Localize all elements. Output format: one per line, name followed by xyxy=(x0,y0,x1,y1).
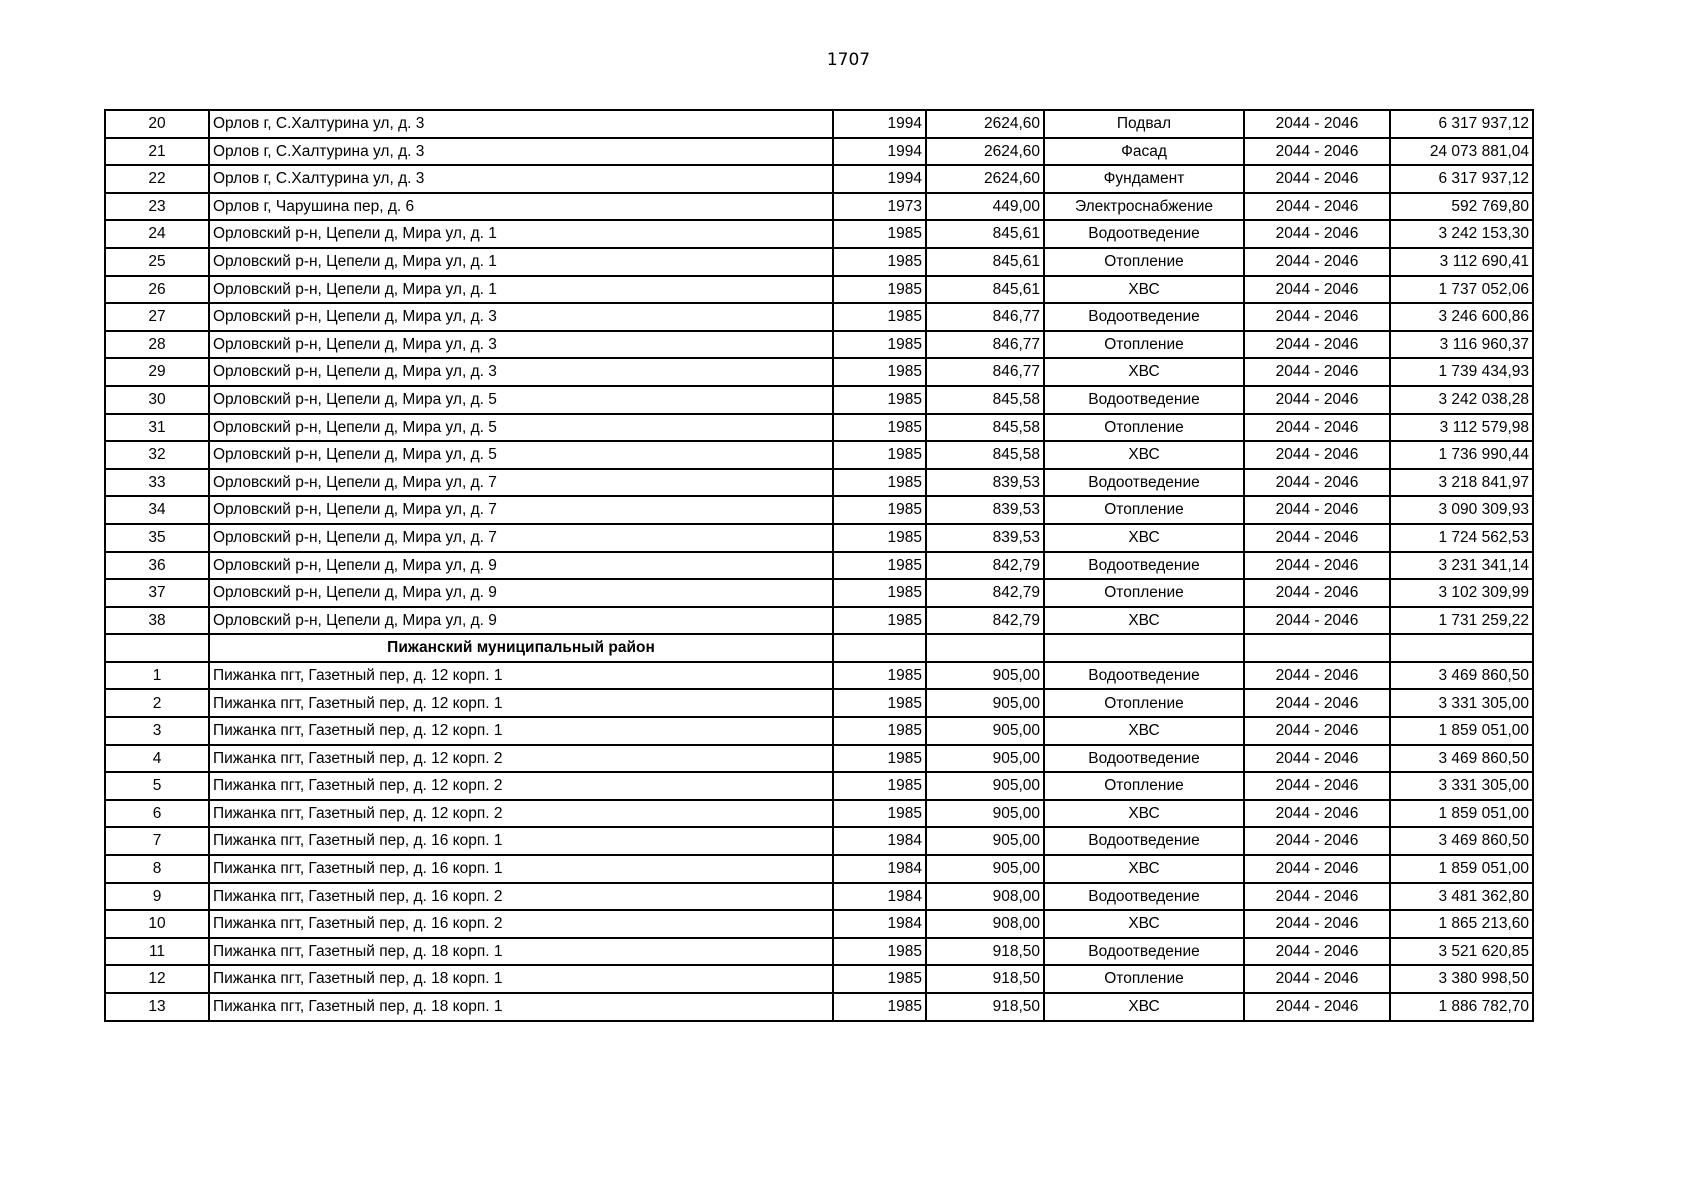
cost-cell: 1 736 990,44 xyxy=(1390,441,1533,469)
address-cell: Пижанка пгт, Газетный пер, д. 12 корп. 2 xyxy=(209,745,833,773)
year-built-cell: 1984 xyxy=(833,883,926,911)
period-cell: 2044 - 2046 xyxy=(1244,607,1390,635)
cost-cell: 3 231 341,14 xyxy=(1390,552,1533,580)
year-built-cell: 1994 xyxy=(833,110,926,138)
row-number: 6 xyxy=(105,800,209,828)
area-cell: 839,53 xyxy=(926,469,1044,497)
cost-cell: 1 886 782,70 xyxy=(1390,993,1533,1021)
year-built-cell: 1985 xyxy=(833,965,926,993)
empty-cell xyxy=(833,634,926,662)
work-type-cell: Водоотведение xyxy=(1044,938,1244,966)
row-number: 7 xyxy=(105,827,209,855)
work-type-cell: ХВС xyxy=(1044,855,1244,883)
address-cell: Пижанка пгт, Газетный пер, д. 16 корп. 1 xyxy=(209,827,833,855)
address-cell: Орловский р-н, Цепели д, Мира ул, д. 7 xyxy=(209,524,833,552)
work-type-cell: ХВС xyxy=(1044,441,1244,469)
year-built-cell: 1985 xyxy=(833,414,926,442)
period-cell: 2044 - 2046 xyxy=(1244,248,1390,276)
row-number: 8 xyxy=(105,855,209,883)
period-cell: 2044 - 2046 xyxy=(1244,303,1390,331)
cost-cell: 3 246 600,86 xyxy=(1390,303,1533,331)
period-cell: 2044 - 2046 xyxy=(1244,331,1390,359)
row-number: 22 xyxy=(105,165,209,193)
year-built-cell: 1985 xyxy=(833,248,926,276)
area-cell: 846,77 xyxy=(926,358,1044,386)
row-number: 28 xyxy=(105,331,209,359)
row-number: 26 xyxy=(105,276,209,304)
work-type-cell: Отопление xyxy=(1044,496,1244,524)
address-cell: Орлов г, С.Халтурина ул, д. 3 xyxy=(209,110,833,138)
row-number: 34 xyxy=(105,496,209,524)
work-type-cell: Отопление xyxy=(1044,579,1244,607)
year-built-cell: 1985 xyxy=(833,358,926,386)
area-cell: 2624,60 xyxy=(926,138,1044,166)
year-built-cell: 1985 xyxy=(833,331,926,359)
row-number: 4 xyxy=(105,745,209,773)
table-row xyxy=(105,883,1533,911)
address-cell: Орловский р-н, Цепели д, Мира ул, д. 5 xyxy=(209,386,833,414)
address-cell: Орловский р-н, Цепели д, Мира ул, д. 5 xyxy=(209,441,833,469)
cost-cell: 3 469 860,50 xyxy=(1390,662,1533,690)
period-cell: 2044 - 2046 xyxy=(1244,717,1390,745)
work-type-cell: ХВС xyxy=(1044,800,1244,828)
area-cell: 905,00 xyxy=(926,662,1044,690)
area-cell: 918,50 xyxy=(926,938,1044,966)
year-built-cell: 1994 xyxy=(833,138,926,166)
row-number: 33 xyxy=(105,469,209,497)
cost-cell: 1 737 052,06 xyxy=(1390,276,1533,304)
table-row xyxy=(105,855,1533,883)
area-cell: 908,00 xyxy=(926,910,1044,938)
row-number: 31 xyxy=(105,414,209,442)
row-number: 37 xyxy=(105,579,209,607)
work-type-cell: Водоотведение xyxy=(1044,220,1244,248)
cost-cell: 24 073 881,04 xyxy=(1390,138,1533,166)
address-cell: Орловский р-н, Цепели д, Мира ул, д. 1 xyxy=(209,276,833,304)
table-row xyxy=(105,717,1533,745)
cost-cell: 3 112 579,98 xyxy=(1390,414,1533,442)
address-cell: Орловский р-н, Цепели д, Мира ул, д. 7 xyxy=(209,496,833,524)
empty-cell xyxy=(926,634,1044,662)
table-row xyxy=(105,248,1533,276)
address-cell: Орловский р-н, Цепели д, Мира ул, д. 1 xyxy=(209,248,833,276)
cost-cell: 3 218 841,97 xyxy=(1390,469,1533,497)
work-type-cell: Электроснабжение xyxy=(1044,193,1244,221)
area-cell: 918,50 xyxy=(926,965,1044,993)
row-number: 12 xyxy=(105,965,209,993)
year-built-cell: 1985 xyxy=(833,276,926,304)
work-type-cell: Отопление xyxy=(1044,331,1244,359)
year-built-cell: 1984 xyxy=(833,855,926,883)
address-cell: Пижанка пгт, Газетный пер, д. 16 корп. 1 xyxy=(209,855,833,883)
period-cell: 2044 - 2046 xyxy=(1244,552,1390,580)
row-number: 11 xyxy=(105,938,209,966)
table-row xyxy=(105,524,1533,552)
work-type-cell: Фундамент xyxy=(1044,165,1244,193)
period-cell: 2044 - 2046 xyxy=(1244,358,1390,386)
empty-cell xyxy=(1244,634,1390,662)
year-built-cell: 1985 xyxy=(833,772,926,800)
address-cell: Орлов г, С.Халтурина ул, д. 3 xyxy=(209,165,833,193)
address-cell: Орловский р-н, Цепели д, Мира ул, д. 3 xyxy=(209,358,833,386)
empty-cell xyxy=(1390,634,1533,662)
row-number: 5 xyxy=(105,772,209,800)
row-number: 2 xyxy=(105,689,209,717)
address-cell: Орловский р-н, Цепели д, Мира ул, д. 3 xyxy=(209,331,833,359)
period-cell: 2044 - 2046 xyxy=(1244,662,1390,690)
period-cell: 2044 - 2046 xyxy=(1244,938,1390,966)
year-built-cell: 1985 xyxy=(833,496,926,524)
cost-cell: 3 116 960,37 xyxy=(1390,331,1533,359)
address-cell: Пижанка пгт, Газетный пер, д. 12 корп. 2 xyxy=(209,772,833,800)
cost-cell: 3 242 038,28 xyxy=(1390,386,1533,414)
cost-cell: 3 481 362,80 xyxy=(1390,883,1533,911)
work-type-cell: Водоотведение xyxy=(1044,552,1244,580)
table-row xyxy=(105,165,1533,193)
work-type-cell: ХВС xyxy=(1044,717,1244,745)
year-built-cell: 1994 xyxy=(833,165,926,193)
work-type-cell: ХВС xyxy=(1044,358,1244,386)
year-built-cell: 1985 xyxy=(833,524,926,552)
address-cell: Орловский р-н, Цепели д, Мира ул, д. 7 xyxy=(209,469,833,497)
area-cell: 905,00 xyxy=(926,855,1044,883)
cost-cell: 3 090 309,93 xyxy=(1390,496,1533,524)
area-cell: 845,61 xyxy=(926,276,1044,304)
table-row xyxy=(105,303,1533,331)
work-type-cell: Подвал xyxy=(1044,110,1244,138)
table-row xyxy=(105,579,1533,607)
cost-cell: 6 317 937,12 xyxy=(1390,110,1533,138)
period-cell: 2044 - 2046 xyxy=(1244,276,1390,304)
address-cell: Орловский р-н, Цепели д, Мира ул, д. 1 xyxy=(209,220,833,248)
section-title: Пижанский муниципальный район xyxy=(209,634,833,662)
empty-cell xyxy=(105,634,209,662)
table-row xyxy=(105,110,1533,138)
row-number: 23 xyxy=(105,193,209,221)
period-cell: 2044 - 2046 xyxy=(1244,855,1390,883)
table-row xyxy=(105,414,1533,442)
area-cell: 905,00 xyxy=(926,827,1044,855)
area-cell: 2624,60 xyxy=(926,165,1044,193)
period-cell: 2044 - 2046 xyxy=(1244,827,1390,855)
period-cell: 2044 - 2046 xyxy=(1244,993,1390,1021)
row-number: 29 xyxy=(105,358,209,386)
period-cell: 2044 - 2046 xyxy=(1244,689,1390,717)
cost-cell: 3 112 690,41 xyxy=(1390,248,1533,276)
repair-schedule-table xyxy=(104,109,1534,1022)
table-row xyxy=(105,552,1533,580)
period-cell: 2044 - 2046 xyxy=(1244,910,1390,938)
period-cell: 2044 - 2046 xyxy=(1244,414,1390,442)
table-row xyxy=(105,496,1533,524)
period-cell: 2044 - 2046 xyxy=(1244,138,1390,166)
table-row xyxy=(105,772,1533,800)
area-cell: 842,79 xyxy=(926,607,1044,635)
table-row xyxy=(105,745,1533,773)
cost-cell: 3 102 309,99 xyxy=(1390,579,1533,607)
address-cell: Пижанка пгт, Газетный пер, д. 18 корп. 1 xyxy=(209,965,833,993)
cost-cell: 1 739 434,93 xyxy=(1390,358,1533,386)
period-cell: 2044 - 2046 xyxy=(1244,745,1390,773)
year-built-cell: 1985 xyxy=(833,800,926,828)
area-cell: 845,61 xyxy=(926,220,1044,248)
address-cell: Орловский р-н, Цепели д, Мира ул, д. 9 xyxy=(209,552,833,580)
period-cell: 2044 - 2046 xyxy=(1244,441,1390,469)
work-type-cell: Водоотведение xyxy=(1044,827,1244,855)
address-cell: Пижанка пгт, Газетный пер, д. 12 корп. 1 xyxy=(209,662,833,690)
row-number: 27 xyxy=(105,303,209,331)
cost-cell: 3 380 998,50 xyxy=(1390,965,1533,993)
cost-cell: 6 317 937,12 xyxy=(1390,165,1533,193)
area-cell: 905,00 xyxy=(926,745,1044,773)
area-cell: 842,79 xyxy=(926,579,1044,607)
year-built-cell: 1985 xyxy=(833,607,926,635)
area-cell: 449,00 xyxy=(926,193,1044,221)
table-row xyxy=(105,965,1533,993)
address-cell: Пижанка пгт, Газетный пер, д. 16 корп. 2 xyxy=(209,910,833,938)
address-cell: Орловский р-н, Цепели д, Мира ул, д. 9 xyxy=(209,607,833,635)
year-built-cell: 1985 xyxy=(833,662,926,690)
table-row xyxy=(105,910,1533,938)
work-type-cell: Отопление xyxy=(1044,689,1244,717)
table-row xyxy=(105,358,1533,386)
address-cell: Пижанка пгт, Газетный пер, д. 18 корп. 1 xyxy=(209,938,833,966)
cost-cell: 1 731 259,22 xyxy=(1390,607,1533,635)
year-built-cell: 1985 xyxy=(833,552,926,580)
cost-cell: 3 521 620,85 xyxy=(1390,938,1533,966)
period-cell: 2044 - 2046 xyxy=(1244,800,1390,828)
work-type-cell: Фасад xyxy=(1044,138,1244,166)
cost-cell: 3 331 305,00 xyxy=(1390,689,1533,717)
year-built-cell: 1984 xyxy=(833,910,926,938)
year-built-cell: 1985 xyxy=(833,745,926,773)
cost-cell: 3 331 305,00 xyxy=(1390,772,1533,800)
address-cell: Орловский р-н, Цепели д, Мира ул, д. 5 xyxy=(209,414,833,442)
area-cell: 839,53 xyxy=(926,496,1044,524)
work-type-cell: ХВС xyxy=(1044,276,1244,304)
work-type-cell: Водоотведение xyxy=(1044,469,1244,497)
table-row xyxy=(105,441,1533,469)
row-number: 35 xyxy=(105,524,209,552)
area-cell: 842,79 xyxy=(926,552,1044,580)
area-cell: 908,00 xyxy=(926,883,1044,911)
address-cell: Орлов г, С.Халтурина ул, д. 3 xyxy=(209,138,833,166)
section-header-row xyxy=(105,634,1533,662)
period-cell: 2044 - 2046 xyxy=(1244,883,1390,911)
area-cell: 905,00 xyxy=(926,772,1044,800)
table-row xyxy=(105,662,1533,690)
work-type-cell: Водоотведение xyxy=(1044,303,1244,331)
address-cell: Пижанка пгт, Газетный пер, д. 18 корп. 1 xyxy=(209,993,833,1021)
area-cell: 839,53 xyxy=(926,524,1044,552)
area-cell: 845,58 xyxy=(926,386,1044,414)
table-row xyxy=(105,138,1533,166)
year-built-cell: 1985 xyxy=(833,220,926,248)
empty-cell xyxy=(1044,634,1244,662)
table-row xyxy=(105,938,1533,966)
period-cell: 2044 - 2046 xyxy=(1244,193,1390,221)
work-type-cell: Отопление xyxy=(1044,965,1244,993)
table-row xyxy=(105,689,1533,717)
area-cell: 905,00 xyxy=(926,689,1044,717)
table-row xyxy=(105,331,1533,359)
area-cell: 2624,60 xyxy=(926,110,1044,138)
table-body xyxy=(105,110,1533,1021)
work-type-cell: Отопление xyxy=(1044,414,1244,442)
row-number: 9 xyxy=(105,883,209,911)
area-cell: 846,77 xyxy=(926,303,1044,331)
row-number: 1 xyxy=(105,662,209,690)
area-cell: 905,00 xyxy=(926,717,1044,745)
address-cell: Пижанка пгт, Газетный пер, д. 12 корп. 1 xyxy=(209,689,833,717)
period-cell: 2044 - 2046 xyxy=(1244,220,1390,248)
cost-cell: 1 724 562,53 xyxy=(1390,524,1533,552)
table-row xyxy=(105,993,1533,1021)
period-cell: 2044 - 2046 xyxy=(1244,165,1390,193)
period-cell: 2044 - 2046 xyxy=(1244,965,1390,993)
row-number: 13 xyxy=(105,993,209,1021)
table-row xyxy=(105,276,1533,304)
table-row xyxy=(105,607,1533,635)
year-built-cell: 1985 xyxy=(833,938,926,966)
cost-cell: 1 865 213,60 xyxy=(1390,910,1533,938)
year-built-cell: 1985 xyxy=(833,579,926,607)
area-cell: 845,61 xyxy=(926,248,1044,276)
row-number: 20 xyxy=(105,110,209,138)
table-row xyxy=(105,827,1533,855)
work-type-cell: ХВС xyxy=(1044,607,1244,635)
cost-cell: 1 859 051,00 xyxy=(1390,800,1533,828)
work-type-cell: Водоотведение xyxy=(1044,883,1244,911)
period-cell: 2044 - 2046 xyxy=(1244,496,1390,524)
row-number: 38 xyxy=(105,607,209,635)
address-cell: Орловский р-н, Цепели д, Мира ул, д. 3 xyxy=(209,303,833,331)
work-type-cell: Водоотведение xyxy=(1044,386,1244,414)
address-cell: Орлов г, Чарушина пер, д. 6 xyxy=(209,193,833,221)
row-number: 10 xyxy=(105,910,209,938)
cost-cell: 1 859 051,00 xyxy=(1390,855,1533,883)
row-number: 25 xyxy=(105,248,209,276)
year-built-cell: 1985 xyxy=(833,717,926,745)
address-cell: Пижанка пгт, Газетный пер, д. 12 корп. 2 xyxy=(209,800,833,828)
table-row xyxy=(105,220,1533,248)
year-built-cell: 1985 xyxy=(833,469,926,497)
area-cell: 918,50 xyxy=(926,993,1044,1021)
period-cell: 2044 - 2046 xyxy=(1244,772,1390,800)
year-built-cell: 1973 xyxy=(833,193,926,221)
area-cell: 846,77 xyxy=(926,331,1044,359)
year-built-cell: 1985 xyxy=(833,386,926,414)
year-built-cell: 1984 xyxy=(833,827,926,855)
table-row xyxy=(105,469,1533,497)
area-cell: 845,58 xyxy=(926,414,1044,442)
work-type-cell: ХВС xyxy=(1044,993,1244,1021)
cost-cell: 1 859 051,00 xyxy=(1390,717,1533,745)
work-type-cell: ХВС xyxy=(1044,910,1244,938)
table-row xyxy=(105,386,1533,414)
work-type-cell: ХВС xyxy=(1044,524,1244,552)
area-cell: 905,00 xyxy=(926,800,1044,828)
year-built-cell: 1985 xyxy=(833,689,926,717)
address-cell: Орловский р-н, Цепели д, Мира ул, д. 9 xyxy=(209,579,833,607)
page-number: 1707 xyxy=(826,50,871,70)
cost-cell: 592 769,80 xyxy=(1390,193,1533,221)
table-row xyxy=(105,193,1533,221)
work-type-cell: Отопление xyxy=(1044,772,1244,800)
row-number: 3 xyxy=(105,717,209,745)
row-number: 24 xyxy=(105,220,209,248)
table-row xyxy=(105,800,1533,828)
period-cell: 2044 - 2046 xyxy=(1244,386,1390,414)
address-cell: Пижанка пгт, Газетный пер, д. 12 корп. 1 xyxy=(209,717,833,745)
cost-cell: 3 469 860,50 xyxy=(1390,745,1533,773)
year-built-cell: 1985 xyxy=(833,441,926,469)
work-type-cell: Отопление xyxy=(1044,248,1244,276)
work-type-cell: Водоотведение xyxy=(1044,662,1244,690)
address-cell: Пижанка пгт, Газетный пер, д. 16 корп. 2 xyxy=(209,883,833,911)
year-built-cell: 1985 xyxy=(833,993,926,1021)
cost-cell: 3 469 860,50 xyxy=(1390,827,1533,855)
row-number: 30 xyxy=(105,386,209,414)
area-cell: 845,58 xyxy=(926,441,1044,469)
period-cell: 2044 - 2046 xyxy=(1244,469,1390,497)
period-cell: 2044 - 2046 xyxy=(1244,579,1390,607)
period-cell: 2044 - 2046 xyxy=(1244,110,1390,138)
cost-cell: 3 242 153,30 xyxy=(1390,220,1533,248)
row-number: 32 xyxy=(105,441,209,469)
year-built-cell: 1985 xyxy=(833,303,926,331)
period-cell: 2044 - 2046 xyxy=(1244,524,1390,552)
work-type-cell: Водоотведение xyxy=(1044,745,1244,773)
row-number: 21 xyxy=(105,138,209,166)
row-number: 36 xyxy=(105,552,209,580)
